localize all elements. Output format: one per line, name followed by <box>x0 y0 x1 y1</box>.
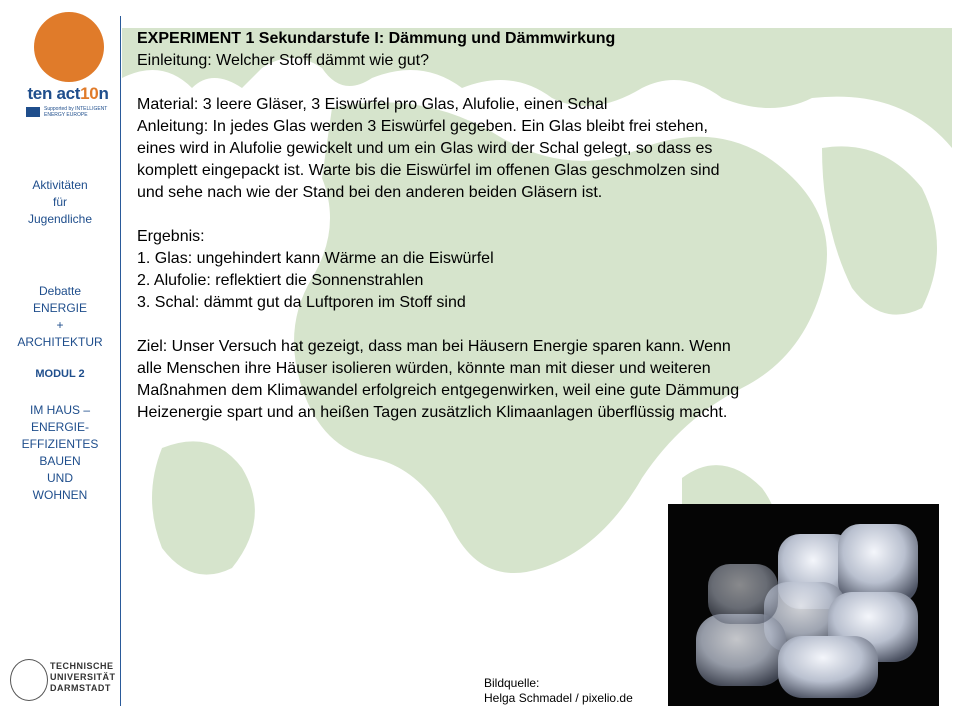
sidebar <box>0 0 121 720</box>
sidebar-item-activities[interactable]: Aktivitäten für Jugendliche <box>27 178 93 226</box>
sidebar-item-module[interactable]: MODUL 2 <box>35 368 85 380</box>
sidebar-item-topic[interactable]: IM HAUS – ENERGIE- EFFIZIENTES BAUEN UND WOHNEN <box>21 403 99 502</box>
ice-cubes-photo <box>668 504 939 706</box>
goal-text: Ziel: Unser Versuch hat gezeigt, dass man bei Häusern Energie sparen kann. Wenn alle Menschen ihre Häuser isolieren würden, könnte man mit dieser und weiteren Maßnahmen dem Klimawandel erfolgreich entgegenwirken, weil eine gute Dämmung Heizenergie spart und an heißen Tagen zusätzlich Klimaanlagen überflüssig macht. <box>137 338 740 421</box>
result-item: 1. Glas: ungehindert kann Wärme an die Eiswürfel <box>137 250 494 267</box>
university-name: TECHNISCHE UNIVERSITÄT DARMSTADT <box>50 661 116 693</box>
instructions-text: Anleitung: In jedes Glas werden 3 Eiswürfel gegeben. Ein Glas bleibt frei stehen, eines wird in Alufolie gewickelt und um ein Glas wird der Schal gelegt, so dass es komplett eingepackt ist. Warte bis die Eiswürfel im offenen Glas geschmolzen sind und sehe nach wie der Stand bei den anderen beiden Gläsern ist. <box>137 118 720 201</box>
image-credit <box>484 676 633 706</box>
result-item: 3. Schal: dämmt gut da Luftporen im Stoff sind <box>137 294 466 311</box>
logo-wordmark: ten act10n <box>27 84 109 103</box>
supported-by-text: Supported by INTELLIGENT ENERGY EUROPE <box>44 106 108 118</box>
sidebar-item-debate[interactable]: Debatte ENERGIE + ARCHITEKTUR <box>17 284 103 349</box>
credit-source: Helga Schmadel / pixelio.de <box>484 691 633 705</box>
result-heading: Ergebnis: <box>137 228 205 245</box>
sidebar-divider <box>120 16 121 706</box>
ten-act10n-logo[interactable] <box>22 12 114 122</box>
material-text: Material: 3 leere Gläser, 3 Eiswürfel pro Glas, Alufolie, einen Schal <box>137 96 608 113</box>
intro-text: Einleitung: Welcher Stoff dämmt wie gut? <box>137 52 429 69</box>
europe-globe-icon <box>34 12 104 82</box>
credit-label: Bildquelle: <box>484 676 540 690</box>
experiment-content <box>137 28 747 424</box>
eu-flag-icon <box>26 107 40 117</box>
page-title: EXPERIMENT 1 Sekundarstufe I: Dämmung und Dämmwirkung <box>137 30 616 47</box>
tu-darmstadt-logo[interactable] <box>10 657 118 701</box>
athena-seal-icon <box>10 659 48 701</box>
result-item: 2. Alufolie: reflektiert die Sonnenstrahlen <box>137 272 424 289</box>
